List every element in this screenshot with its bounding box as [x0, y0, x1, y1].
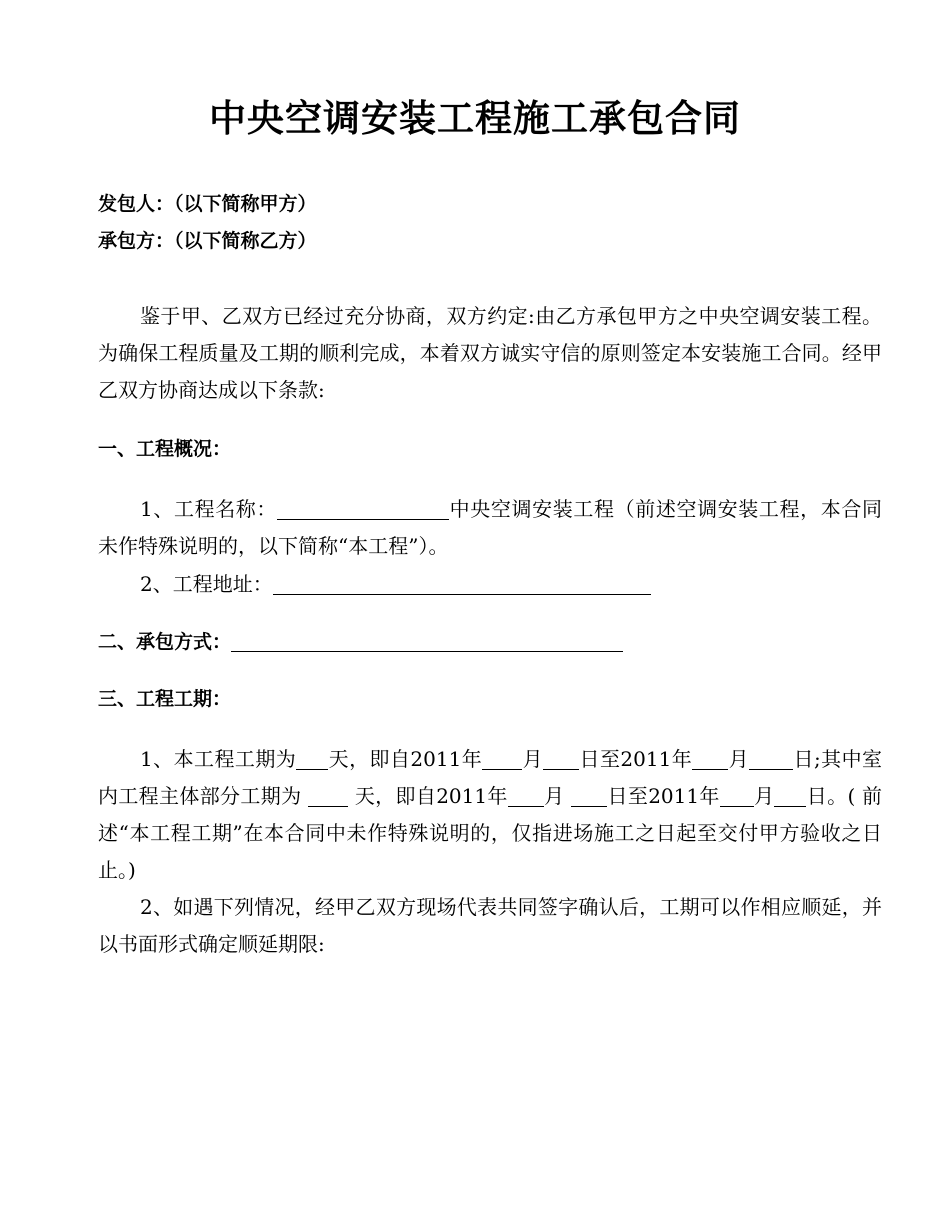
- start-day-blank[interactable]: [543, 749, 579, 770]
- project-address-clause: [140, 574, 651, 595]
- duration-text-2: 天，即自2011年: [328, 747, 483, 771]
- section-3-heading: 三、工程工期：: [98, 688, 232, 710]
- start-month-blank[interactable]: [482, 749, 522, 770]
- section-1-heading: 一、工程概况：: [98, 438, 232, 460]
- end-day-blank[interactable]: [749, 749, 793, 770]
- duration-text-7: 天，即自2011年: [348, 784, 508, 808]
- total-days-blank[interactable]: [296, 749, 328, 770]
- indoor-days-blank[interactable]: [308, 786, 348, 807]
- project-name-clause: [98, 491, 882, 565]
- project-name-blank[interactable]: [277, 499, 449, 520]
- indoor-start-day-blank[interactable]: [571, 786, 607, 807]
- project-name-label: 1、工程名称：: [140, 497, 278, 521]
- duration-text-9: 日至2011年: [607, 784, 720, 808]
- duration-text-3: 月: [522, 747, 544, 771]
- contract-mode-clause: [98, 631, 623, 652]
- indoor-end-month-blank[interactable]: [720, 786, 754, 807]
- duration-clause: [98, 741, 882, 889]
- contract-mode-blank[interactable]: [231, 631, 623, 652]
- section-2-heading: 二、承包方式：: [98, 631, 232, 653]
- project-name-suffix: 中央空调安装工程（前述空调安装工程，本合同未作特殊说明的，以下简称“本工程”）。: [98, 497, 882, 558]
- duration-text-1: 1、本工程工期为: [140, 747, 297, 771]
- document-title: 中央空调安装工程施工承包合同: [209, 97, 741, 140]
- end-month-blank[interactable]: [692, 749, 728, 770]
- duration-text-6: 日;其中室内工程主体部分工期为: [98, 747, 883, 808]
- party-b-line: 承包方：（以下简称乙方）: [98, 230, 317, 252]
- project-address-label: 2、工程地址：: [140, 572, 273, 596]
- duration-text-10: 月: [753, 784, 775, 808]
- indoor-start-month-blank[interactable]: [508, 786, 544, 807]
- indoor-end-day-blank[interactable]: [774, 786, 806, 807]
- duration-text-5: 月: [728, 747, 750, 771]
- duration-text-11: 日。( 前述“本工程工期”在本合同中未作特殊说明的，仅指进场施工之日起至交付甲方验收之日止。): [98, 784, 882, 882]
- extension-clause: 2、如遇下列情况，经甲乙双方现场代表共同签字确认后，工期可以作相应顺延，并以书面形式确定顺延期限:: [98, 895, 882, 956]
- project-address-blank[interactable]: [273, 574, 651, 595]
- party-a-line: 发包人：（以下简称甲方）: [98, 193, 317, 215]
- duration-text-4: 日至2011年: [579, 747, 693, 771]
- duration-text-8: 月: [543, 784, 572, 808]
- preamble-paragraph: 鉴于甲、乙双方已经过充分协商，双方约定:由乙方承包甲方之中央空调安装工程。为确保工程质量及工期的顺利完成，本着双方诚实守信的原则签定本安装施工合同。经甲乙双方协商达成以下条款:: [98, 304, 882, 402]
